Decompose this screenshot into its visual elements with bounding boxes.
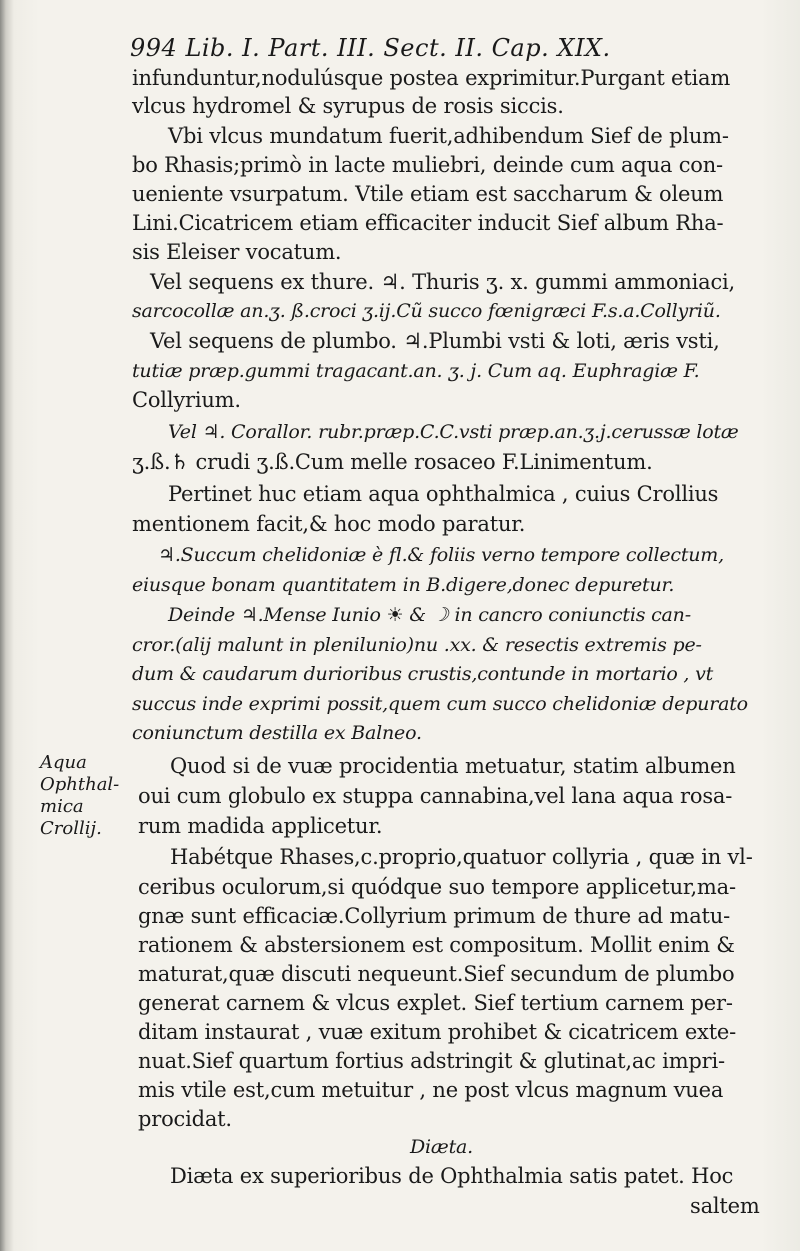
text-line-34: nuat.Sief quartum fortius adstringit & glutinat,ac impri- xyxy=(138,1049,725,1073)
margin-note-line-1: Aqua xyxy=(40,752,87,773)
text-line-21: dum & caudarum durioribus crustis,contunde in mortario , vt xyxy=(132,663,714,685)
text-line-36: procidat. xyxy=(138,1107,232,1131)
text-line-28: ceribus oculorum,si quódque suo tempore applicetur,ma- xyxy=(138,875,736,899)
text-line-26: rum madida applicetur. xyxy=(138,814,383,838)
text-line-33: ditam instaurat , vuæ exitum prohibet & cicatricem exte- xyxy=(138,1020,737,1044)
text-line-8: Vel sequens ex thure. ♃. Thuris ʒ. x. gummi ammoniaci, xyxy=(150,270,736,294)
text-line-31: maturat,quæ discuti nequeunt.Sief secundum de plumbo xyxy=(138,962,735,986)
margin-note-line-3: mica xyxy=(40,796,84,817)
text-line-12: Collyrium. xyxy=(132,388,241,412)
text-line-32: generat carnem & vlcus explet. Sief tertium carnem per- xyxy=(138,991,733,1015)
text-line-22: succus inde exprimi possit,quem cum succo chelidoniæ depurato xyxy=(132,693,748,715)
text-line-29: gnæ sunt efficaciæ.Collyrium primum de thure ad matu- xyxy=(138,904,730,928)
text-line-18: eiusque bonam quantitatem in B.digere,donec depuretur. xyxy=(132,574,675,596)
text-line-25: oui cum globulo ex stuppa cannabina,vel lana aqua rosa- xyxy=(138,784,733,808)
running-header: 994 Lib. I. Part. III. Sect. II. Cap. XIX. xyxy=(130,34,611,62)
text-line-16: mentionem facit,& hoc modo paratur. xyxy=(132,512,526,536)
text-line-15: Pertinet huc etiam aqua ophthalmica , cuius Crollius xyxy=(168,482,719,506)
text-line-4: bo Rhasis;primò in lacte muliebri, deinde cum aqua con- xyxy=(132,153,723,177)
text-line-24: Quod si de vuæ procidentia metuatur, statim albumen xyxy=(170,754,736,778)
text-line-9: sarcocollæ an.ʒ. ß.croci ʒ.ij.Cũ succo fœnigræci F.s.a.Collyriũ. xyxy=(132,300,721,322)
text-line-20: cror.(alij malunt in plenilunio)nu .xx. & resectis extremis pe- xyxy=(132,634,702,656)
text-line-19: Deinde ♃.Mense Iunio ☀ & ☽ in cancro coniunctis can- xyxy=(168,604,691,626)
text-line-10: Vel sequens de plumbo. ♃.Plumbi vsti & loti, æris vsti, xyxy=(150,329,720,353)
text-line-14: ʒ.ß.♄ crudi ʒ.ß.Cum melle rosaceo F.Linimentum. xyxy=(132,450,653,474)
margin-note xyxy=(40,752,119,840)
text-line-3: Vbi vlcus mundatum fuerit,adhibendum Sief de plum- xyxy=(168,124,729,148)
text-line-35: mis vtile est,cum metuitur , ne post vlcus magnum vuea xyxy=(138,1078,724,1102)
text-line-27: Habétque Rhases,c.proprio,quatuor collyria , quæ in vl- xyxy=(170,845,753,869)
text-line-1: infunduntur,nodulúsque postea exprimitur.Purgant etiam xyxy=(132,66,731,90)
text-line-37: Diæta ex superioribus de Ophthalmia satis patet. Hoc xyxy=(170,1164,734,1188)
section-heading: Diæta. xyxy=(410,1136,473,1158)
margin-note-line-2: Ophthal- xyxy=(40,774,120,795)
margin-note-line-4: Crollij. xyxy=(40,818,102,839)
text-line-13: Vel ♃. Corallor. rubr.præp.C.C.vsti præp.an.ʒ.j.cerussæ lotæ xyxy=(168,421,739,443)
text-line-17: ♃.Succum chelidoniæ è fl.& foliis verno tempore collectum, xyxy=(158,544,724,566)
text-line-7: sis Eleiser vocatum. xyxy=(132,240,342,264)
text-line-2: vlcus hydromel & syrupus de rosis siccis. xyxy=(132,94,564,118)
text-line-6: Lini.Cicatricem etiam efficaciter inducit Sief album Rha- xyxy=(132,211,724,235)
text-line-38: saltem xyxy=(690,1194,760,1218)
text-line-30: rationem & abstersionem est compositum. Mollit enim & xyxy=(138,933,735,957)
text-line-5: ueniente vsurpatum. Vtile etiam est saccharum & oleum xyxy=(132,182,724,206)
text-line-11: tutiæ præp.gummi tragacant.an. ʒ. j. Cum aq. Euphragiæ F. xyxy=(132,360,700,382)
text-line-23: coniunctum destilla ex Balneo. xyxy=(132,722,422,744)
